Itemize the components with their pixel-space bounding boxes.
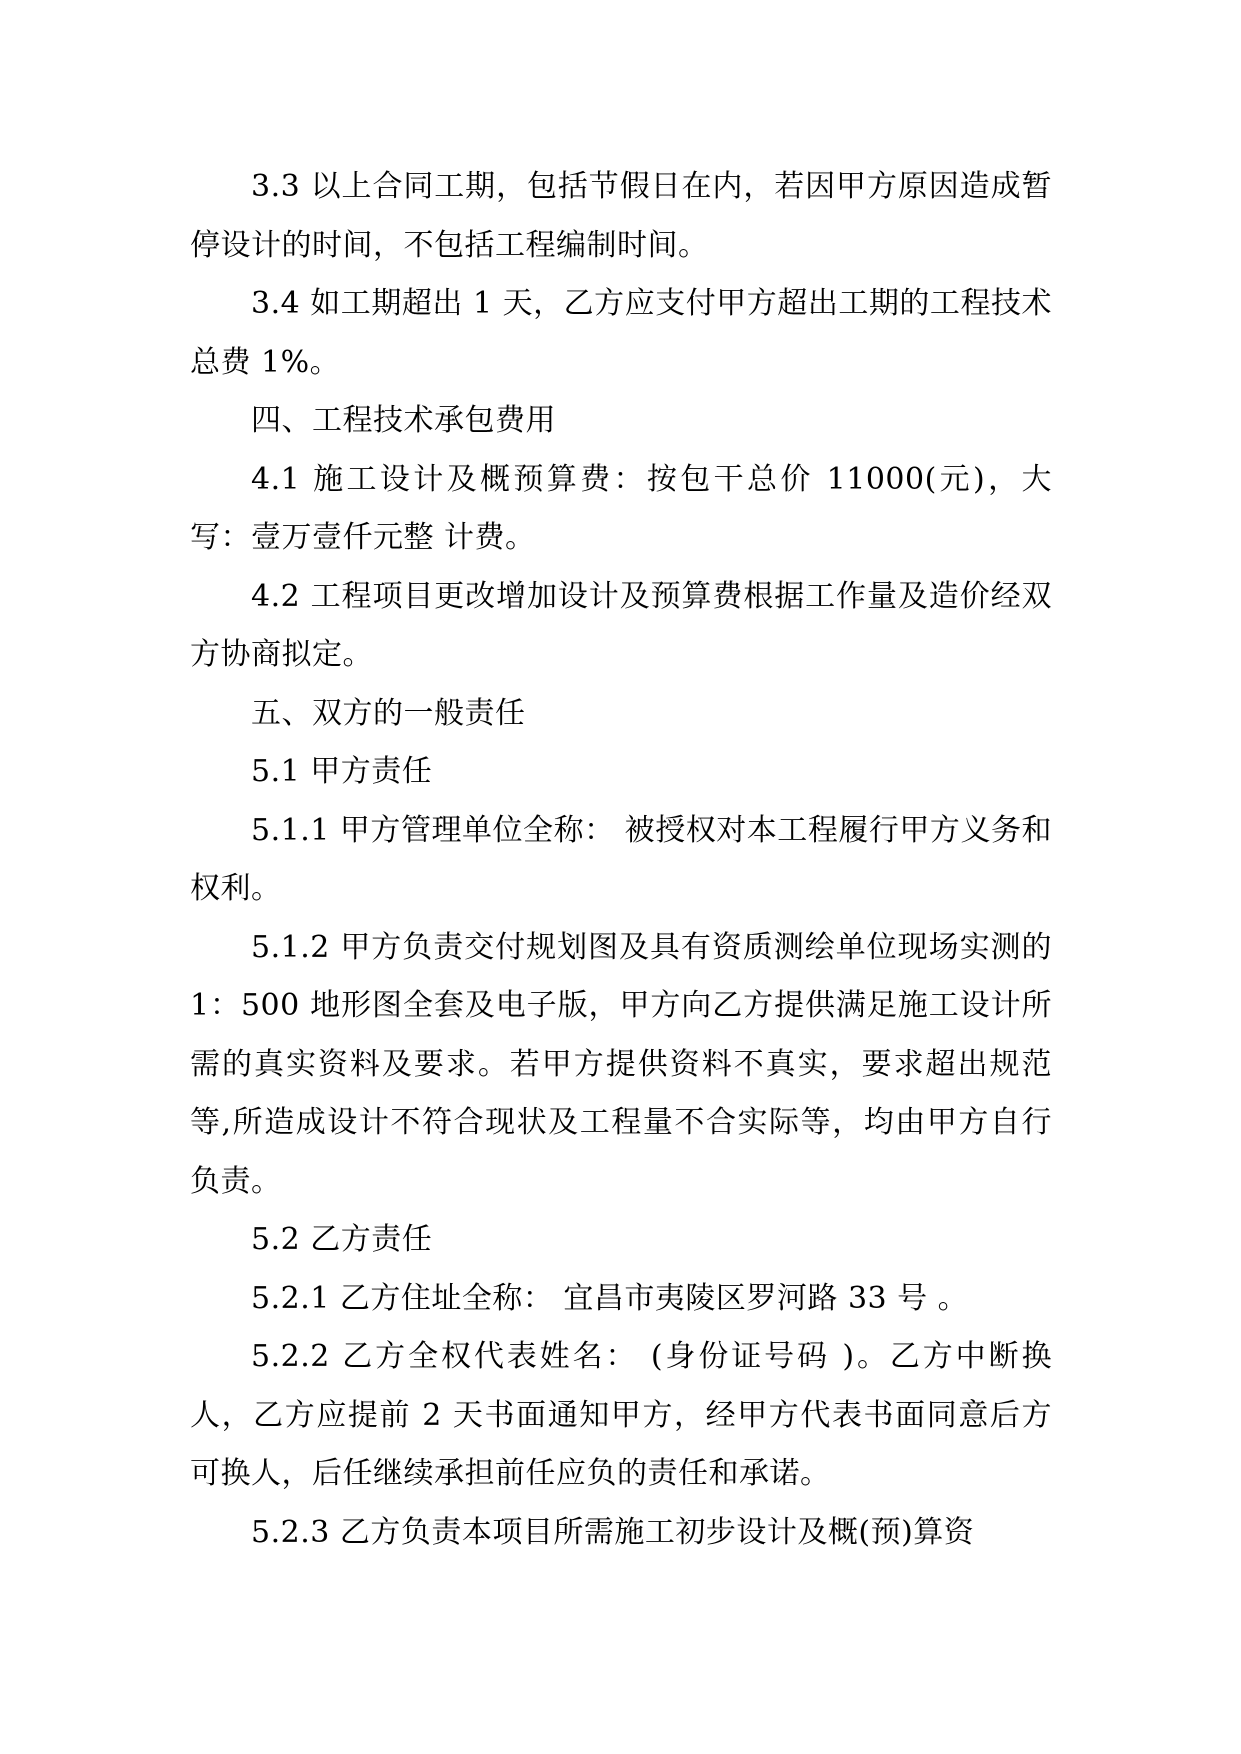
- clause-5-2-2: 5.2.2 乙方全权代表姓名： (身份证号码 )。乙方中断换人，乙方应提前 2 天书面通知甲方，经甲方代表书面同意后方可换人，后任继续承担前任应负的责任和承诺。: [190, 1339, 1052, 1491]
- clause-5-1-1: 5.1.1 甲方管理单位全称： 被授权对本工程履行甲方义务和权利。: [190, 812, 1052, 906]
- clause-5-2-1: 5.2.1 乙方住址全称： 宜昌市夷陵区罗河路 33 号 。: [251, 1280, 969, 1316]
- document-body: [190, 158, 1052, 1562]
- clause-5-1-2: 5.1.2 甲方负责交付规划图及具有资质测绘单位现场实测的 1：500 地形图全套及电子版，甲方向乙方提供满足施工设计所需的真实资料及要求。若甲方提供资料不真实，要求超出规范等,所造成设计不符合现状及工程量不合实际等，均由甲方自行负责。: [190, 929, 1052, 1199]
- clause-5-2: 5.2 乙方责任: [251, 1222, 433, 1257]
- section-heading-4: 四、工程技术承包费用: [251, 403, 556, 438]
- clause-5-2-3: 5.2.3 乙方负责本项目所需施工初步设计及概(预)算资: [251, 1514, 975, 1550]
- clause-4-2: 4.2 工程项目更改增加设计及预算费根据工作量及造价经双方协商拟定。: [190, 578, 1052, 672]
- section-heading-5: 五、双方的一般责任: [251, 695, 526, 731]
- clause-3-4: 3.4 如工期超出 1 天，乙方应支付甲方超出工期的工程技术总费 1%。: [190, 286, 1052, 380]
- clause-3-3: 3.3 以上合同工期，包括节假日在内，若因甲方原因造成暂停设计的时间，不包括工程编制时间。: [190, 169, 1052, 263]
- clause-5-1: 5.1 甲方责任: [251, 754, 433, 789]
- clause-4-1: 4.1 施工设计及概预算费：按包干总价 11000(元)，大写：壹万壹仟元整 计费。: [190, 461, 1052, 555]
